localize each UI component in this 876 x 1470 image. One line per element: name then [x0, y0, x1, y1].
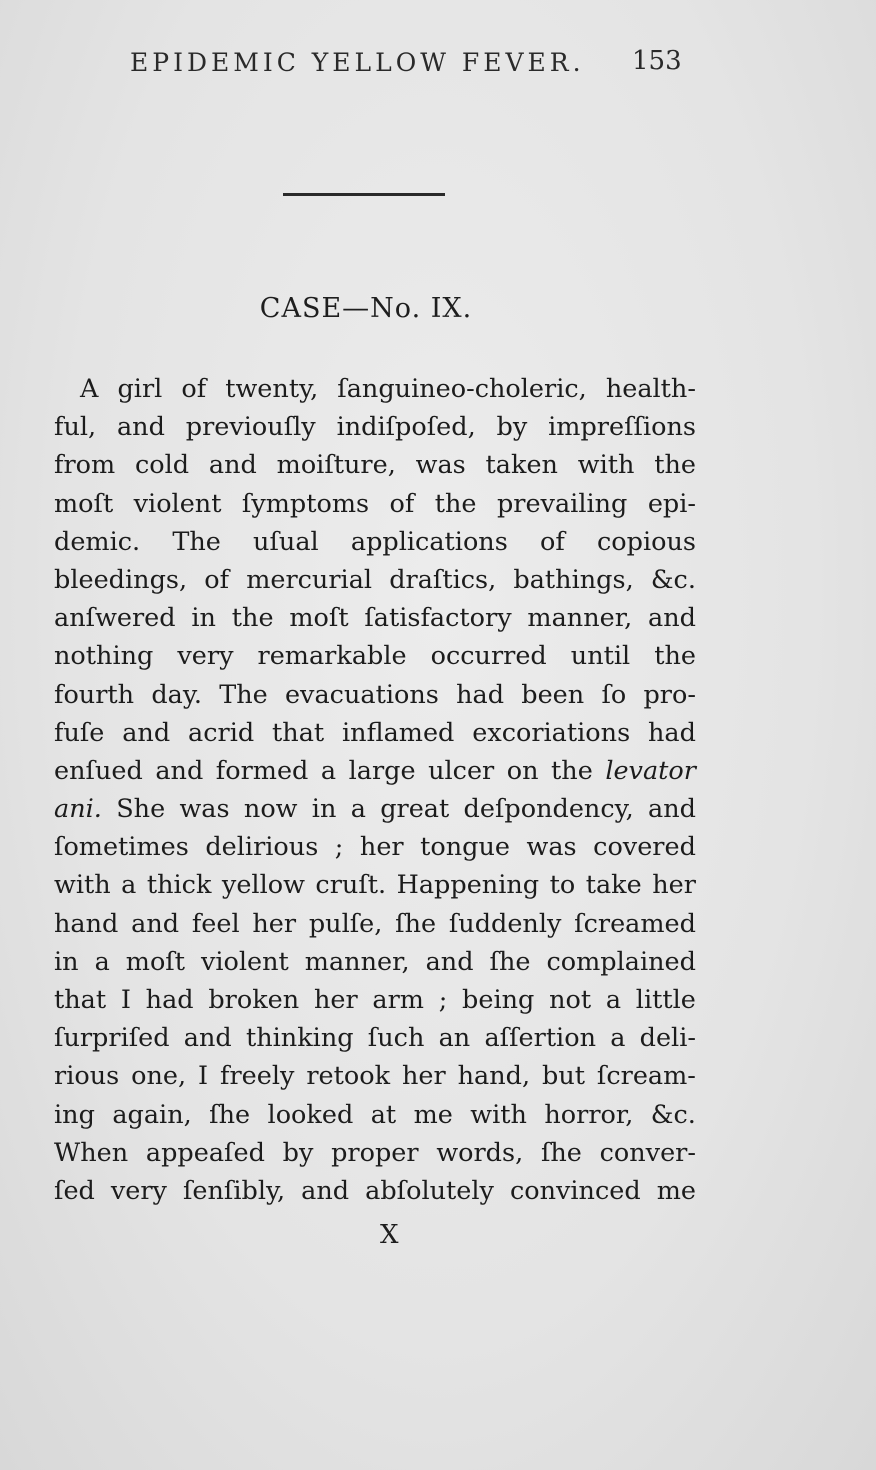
- text-line: with a thick yellow cruſt. Happening to take her: [54, 870, 696, 901]
- text-line: bleedings, of mercurial draſtics, bathings, &c.: [54, 564, 696, 595]
- text-line: from cold and moiſture, was taken with the: [54, 450, 696, 481]
- catchword: X: [380, 1220, 399, 1250]
- text-line: fourth day. The evacuations had been ſo pro-: [54, 679, 696, 710]
- body-text: [54, 370, 696, 1210]
- running-title: EPIDEMIC YELLOW FEVER.: [130, 48, 585, 77]
- text-line: rious one, I freely retook her hand, but ſcream-: [54, 1061, 696, 1092]
- text-line: ſurpriſed and thinking ſuch an aſſertion a deli-: [54, 1023, 696, 1054]
- text-line: When appeaſed by proper words, ſhe conver-: [54, 1137, 696, 1168]
- text-line: ful, and previouſly indiſpoſed, by impreſſions: [54, 412, 696, 443]
- text-line: enſued and formed a large ulcer on the levator: [54, 755, 696, 786]
- text-line: demic. The uſual applications of copious: [54, 526, 696, 557]
- text-line: moſt violent ſymptoms of the prevailing epi-: [54, 488, 696, 519]
- page-number: 153: [632, 46, 682, 76]
- running-head: [0, 44, 876, 84]
- text-line: fuſe and acrid that inflamed excoriations had: [54, 717, 696, 748]
- text-line: in a moſt violent manner, and ſhe complained: [54, 946, 696, 977]
- text-line: ſometimes delirious ; her tongue was covered: [54, 832, 696, 863]
- text-line: hand and feel her pulſe, ſhe ſuddenly ſcreamed: [54, 908, 696, 939]
- text-line: ing again, ſhe looked at me with horror, &c.: [54, 1099, 696, 1130]
- text-line: that I had broken her arm ; being not a little: [54, 985, 696, 1015]
- text-line: nothing very remarkable occurred until the: [54, 641, 696, 672]
- text-line: anſwered in the moſt ſatisfactory manner, and: [54, 603, 696, 634]
- text-line: ani. She was now in a great deſpondency, and: [54, 794, 696, 825]
- section-rule: [283, 193, 445, 196]
- text-line: ſed very ſenſibly, and abſolutely convinced me: [54, 1175, 696, 1206]
- text-line: A girl of twenty, ſanguineo-choleric, health-: [80, 374, 696, 404]
- case-heading: CASE—No. IX.: [259, 293, 473, 324]
